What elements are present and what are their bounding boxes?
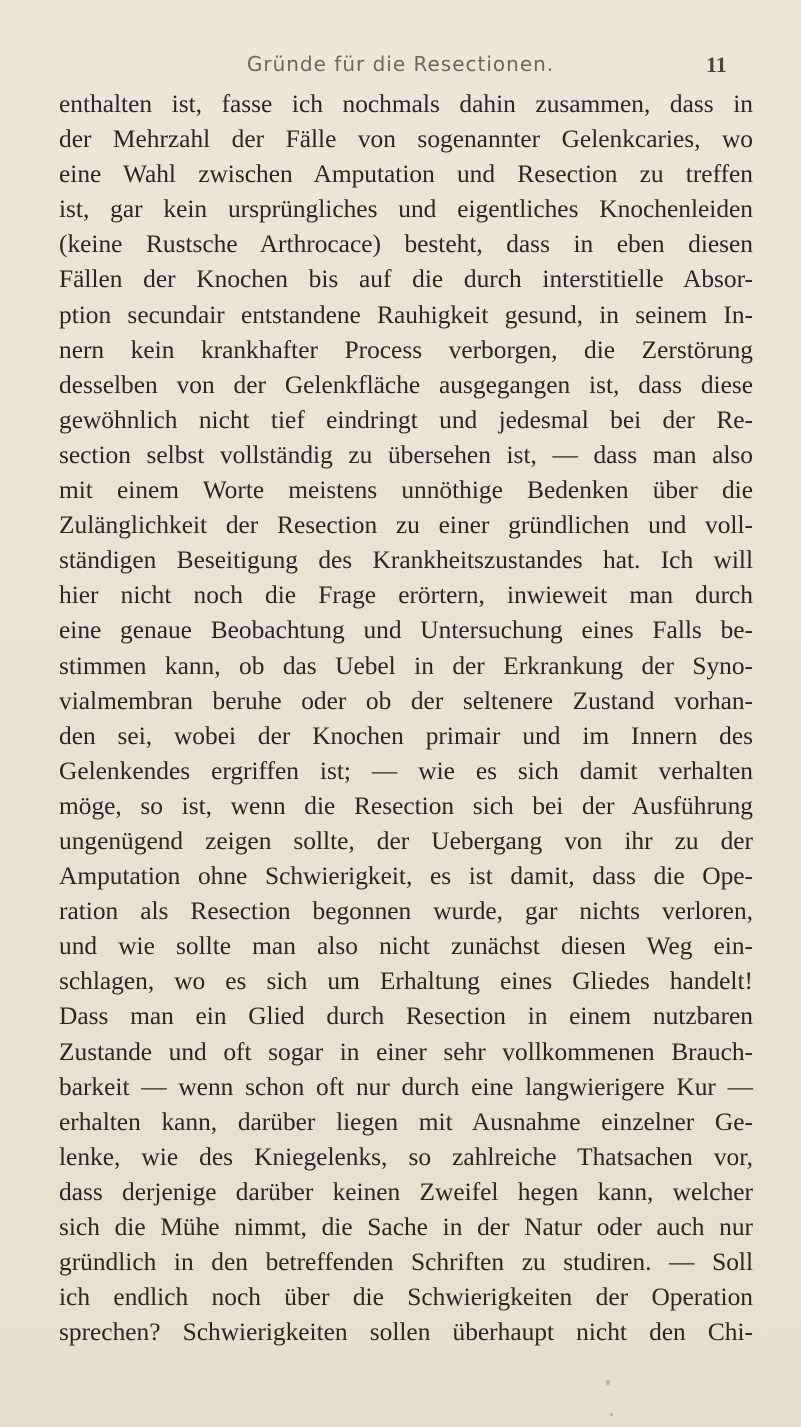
paper-speck (610, 1413, 613, 1416)
text-line: gründlich in den betreffenden Schriften zu studiren. — Soll (59, 1248, 753, 1277)
running-title: Gründe für die Resectionen. (246, 52, 555, 76)
text-line: den sei, wobei der Knochen primair und im Innern des (59, 721, 753, 750)
running-head (0, 52, 801, 82)
text-line: dass derjenige darüber keinen Zweifel hegen kann, welcher (59, 1177, 753, 1206)
text-line: lenke, wie des Kniegelenks, so zahlreiche Thatsachen vor, (59, 1142, 753, 1171)
text-line: erhalten kann, darüber liegen mit Ausnahme einzelner Ge- (59, 1107, 753, 1136)
text-line: schlagen, wo es sich um Erhaltung eines Gliedes handelt! (59, 967, 753, 996)
text-line: ungenügend zeigen sollte, der Uebergang von ihr zu der (59, 826, 753, 855)
text-line: Gelenkendes ergriffen ist; — wie es sich damit verhalten (59, 756, 753, 785)
text-line: ständigen Beseitigung des Krankheitszustandes hat. Ich will (59, 546, 753, 575)
text-line: ption secundair entstandene Rauhigkeit gesund, in seinem In- (59, 300, 753, 329)
text-line: eine Wahl zwischen Amputation und Resection zu treffen (59, 160, 753, 189)
text-line: Amputation ohne Schwierigkeit, es ist damit, dass die Ope- (59, 862, 753, 891)
text-line: Dass man ein Glied durch Resection in einem nutzbaren (59, 1002, 753, 1031)
text-line: (keine Rustsche Arthrocace) besteht, dass in eben diesen (59, 230, 753, 259)
paper-speck (606, 1380, 610, 1385)
text-line: Zulänglichkeit der Resection zu einer gründlichen und voll- (59, 511, 753, 540)
text-line: und wie sollte man also nicht zunächst diesen Weg ein- (59, 932, 753, 961)
text-line: der Mehrzahl der Fälle von sogenannter Gelenkcaries, wo (59, 125, 753, 154)
text-line: mit einem Worte meistens unnöthige Bedenken über die (59, 476, 753, 505)
text-line: Fällen der Knochen bis auf die durch interstitielle Absor- (59, 265, 753, 294)
text-line: Zustande und oft sogar in einer sehr vollkommenen Brauch- (59, 1037, 753, 1066)
text-line: ration als Resection begonnen wurde, gar nichts verloren, (59, 897, 753, 926)
text-line: gewöhnlich nicht tief eindringt und jedesmal bei der Re- (59, 405, 753, 434)
text-line: möge, so ist, wenn die Resection sich bei der Ausführung (59, 791, 753, 820)
text-line: nern kein krankhafter Process verborgen, die Zerstörung (59, 335, 753, 364)
text-line: sprechen? Schwierigkeiten sollen überhaupt nicht den Chi- (59, 1318, 753, 1347)
text-line: section selbst vollständig zu übersehen ist, — dass man also (59, 440, 753, 469)
text-line: hier nicht noch die Frage erörtern, inwieweit man durch (59, 581, 753, 610)
text-line: vialmembran beruhe oder ob der seltenere Zustand vorhan- (59, 686, 753, 715)
text-line: ist, gar kein ursprüngliches und eigentliches Knochenleiden (59, 195, 753, 224)
text-line: ich endlich noch über die Schwierigkeiten der Operation (59, 1283, 753, 1312)
page-number: 11 (706, 52, 727, 77)
text-line: desselben von der Gelenkfläche ausgegangen ist, dass diese (59, 370, 753, 399)
text-line: sich die Mühe nimmt, die Sache in der Natur oder auch nur (59, 1213, 753, 1241)
text-line: eine genaue Beobachtung und Untersuchung eines Falls be- (59, 616, 753, 645)
text-line: enthalten ist, fasse ich nochmals dahin zusammen, dass in (59, 90, 753, 118)
text-line: barkeit — wenn schon oft nur durch eine langwierigere Kur — (59, 1072, 753, 1101)
body-text (59, 87, 753, 1350)
text-line: stimmen kann, ob das Uebel in der Erkrankung der Syno- (59, 651, 753, 680)
